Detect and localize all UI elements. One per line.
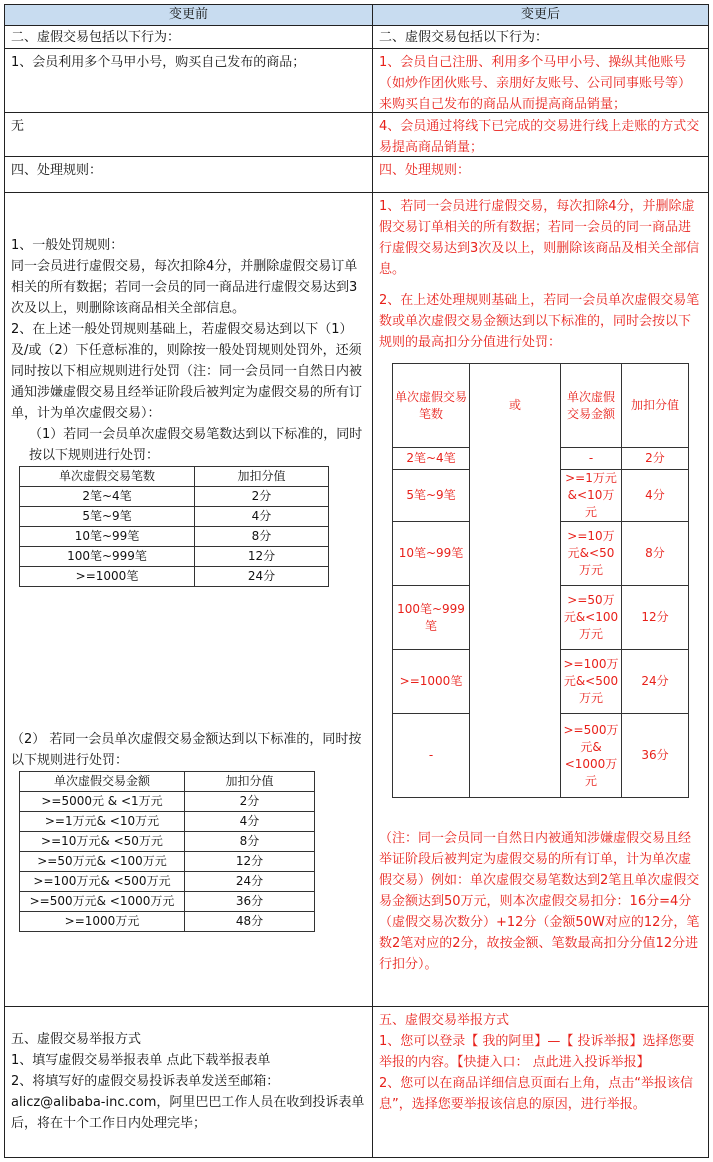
table-cell: 2分 — [185, 792, 315, 812]
row5-before — [4, 156, 373, 193]
table-cell: >=100万元& <500万元 — [20, 872, 185, 892]
table-header: 单次虚假交易笔数 — [393, 364, 470, 448]
rules-after — [372, 192, 709, 1007]
table-cell: - — [393, 714, 470, 798]
table-header: 单次虚假交易金额 — [20, 772, 185, 792]
row4-before — [4, 112, 373, 157]
row3-before-text: 1、会员利用多个马甲小号，购买自己发布的商品； — [11, 55, 306, 70]
left-report-title: 五、虚假交易举报方式 — [11, 1032, 142, 1047]
table-cell: >=1000万元 — [20, 912, 185, 932]
table-cell: 10笔~99笔 — [20, 527, 195, 547]
right-report-portal-link[interactable]: 1、您可以登录【 我的阿里】—【 投诉举报】选择您要举报的内容。【快捷入口： 点此进入投诉举报】 — [379, 1034, 695, 1070]
table-cell: 100笔~999笔 — [393, 586, 470, 650]
table-header-or: 或 — [470, 364, 561, 448]
row5-after-text: 四、处理规则： — [379, 163, 471, 178]
table-cell: 5笔~9笔 — [393, 470, 470, 522]
table-cell: 8分 — [622, 522, 689, 586]
right-rule-2-text: 2、在上述处理规则基础上，若同一会员单次虚假交易笔数或单次虚假交易金额达到以下标准的，同时会按以下规则的最高扣分分值进行处罚： — [379, 293, 700, 350]
row4-after-text: 4、会员通过将线下已完成的交易进行线上走账的方式交易提高商品销量； — [379, 119, 700, 155]
table-header: 加扣分值 — [195, 467, 329, 487]
right-report-title: 五、虚假交易举报方式 — [379, 1013, 510, 1028]
table-cell: 48分 — [185, 912, 315, 932]
table-cell: 4分 — [195, 507, 329, 527]
table-cell: 4分 — [185, 812, 315, 832]
header-after — [372, 4, 709, 26]
table-cell: 5笔~9笔 — [20, 507, 195, 527]
table-cell: >=50万元& <100万元 — [20, 852, 185, 872]
table-cell: >=500万元& <1000万元 — [20, 892, 185, 912]
right-rule-note: （注：同一会员同一自然日内被通知涉嫌虚假交易且经举证阶段后被判定为虚假交易的所有订单，计为单次虚假交易）例如：单次虚假交易笔数达到2笔且单次虚假交易金额达到50万元，则本次虚假交易扣分：16分=4分（虚假交易次数分）+12分（金额50W对应的12分，笔数2笔对应的2分，故按金额、笔数最高扣分分值12分进行扣分）。 — [379, 831, 700, 972]
row4-before-text: 无 — [11, 119, 25, 134]
count-penalty-table — [19, 466, 329, 587]
table-cell: >=10万元& <50万元 — [20, 832, 185, 852]
table-cell: >=100万元&<500万元 — [561, 650, 622, 714]
report-after — [372, 1006, 709, 1158]
table-cell: 10笔~99笔 — [393, 522, 470, 586]
row2-before — [4, 25, 373, 49]
row3-after — [372, 48, 709, 113]
row5-before-text: 四、处理规则： — [11, 163, 103, 178]
table-cell: >=10万元&<50万元 — [561, 522, 622, 586]
row3-after-text: 1、会员自己注册、利用多个马甲小号、操纵其他账号（如炒作团伙账号、亲朋好友账号、公司同事账号等）来购买自己发布的商品从而提高商品销量； — [379, 55, 692, 112]
left-rule-amount-intro: （2） 若同一会员单次虚假交易金额达到以下标准的，同时按以下规则进行处罚： — [11, 732, 362, 768]
table-cell: 36分 — [185, 892, 315, 912]
right-report-item-page: 2、您可以在商品详细信息页面右上角，点击“举报该信息”，选择您要举报该信息的原因，进行举报。 — [379, 1076, 694, 1112]
table-cell: 2分 — [195, 487, 329, 507]
table-cell: 12分 — [622, 586, 689, 650]
table-spacer — [470, 448, 561, 798]
table-cell: >=50万元&<100万元 — [561, 586, 622, 650]
row5-after — [372, 156, 709, 193]
table-cell: >=1000笔 — [20, 567, 195, 587]
table-cell: 4分 — [622, 470, 689, 522]
table-cell: 12分 — [195, 547, 329, 567]
left-rule-2-text: 2、在上述一般处罚规则基础上，若虚假交易达到以下（1）及/或（2）下任意标准的，则除按一般处罚规则处罚外，还须同时按以下相应规则进行处罚（注：同一会员同一自然日内被通知涉嫌虚假交易且经举证阶段后被判定为虚假交易的所有订单，计为单次虚假交易）： — [11, 322, 363, 421]
table-cell: >=500万元&<1000万元 — [561, 714, 622, 798]
row2-after-text: 二、虚假交易包括以下行为： — [379, 30, 549, 45]
left-rule-1-heading: 1、一般处罚规则： — [11, 238, 124, 253]
amount-penalty-table — [19, 771, 315, 932]
table-cell: - — [561, 448, 622, 470]
left-report-email-line: 2、将填写好的虚假交易投诉表单发送至邮箱： — [11, 1074, 280, 1089]
table-cell: 36分 — [622, 714, 689, 798]
combined-penalty-table — [392, 363, 689, 798]
table-cell: 100笔~999笔 — [20, 547, 195, 567]
table-header: 加扣分值 — [185, 772, 315, 792]
row2-after — [372, 25, 709, 49]
right-rule-1-text: 1、若同一会员进行虚假交易，每次扣除4分，并删除虚假交易订单相关的所有数据；若同一会员的同一商品进行虚假交易达到3次及以上，则删除该商品及相关全部信息。 — [379, 199, 700, 277]
table-cell: 8分 — [185, 832, 315, 852]
table-cell: >=1000笔 — [393, 650, 470, 714]
table-header: 单次虚假交易金额 — [561, 364, 622, 448]
row4-after — [372, 112, 709, 157]
left-rule-count-intro: （1）若同一会员单次虚假交易笔数达到以下标准的，同时按以下规则进行处罚： — [29, 427, 363, 463]
left-report-email-address: alicz@alibaba-inc.com，阿里巴巴工作人员在收到投诉表单后，将在十个工作日内处理完毕； — [11, 1095, 365, 1131]
left-rule-1-text: 同一会员进行虚假交易，每次扣除4分，并删除虚假交易订单相关的所有数据；若同一会员的同一商品进行虚假交易达到3次及以上，则删除该商品相关全部信息。 — [11, 259, 358, 316]
header-after-label: 变更后 — [520, 7, 560, 22]
table-cell: 2笔~4笔 — [20, 487, 195, 507]
table-cell: 24分 — [195, 567, 329, 587]
table-cell: >=5000元 & <1万元 — [20, 792, 185, 812]
table-cell: 24分 — [622, 650, 689, 714]
comparison-table — [4, 4, 709, 1158]
header-before — [4, 4, 373, 26]
table-cell: >=1万元&<10万元 — [561, 470, 622, 522]
left-report-download-link[interactable]: 1、填写虚假交易举报表单 点此下载举报表单 — [11, 1053, 271, 1068]
row3-before — [4, 48, 373, 113]
table-cell: >=1万元& <10万元 — [20, 812, 185, 832]
table-cell: 8分 — [195, 527, 329, 547]
header-before-label: 变更前 — [168, 7, 208, 22]
report-before — [4, 1006, 373, 1158]
table-cell: 12分 — [185, 852, 315, 872]
rules-before — [4, 192, 373, 1007]
table-cell: 24分 — [185, 872, 315, 892]
table-cell: 2分 — [622, 448, 689, 470]
row2-before-text: 二、虚假交易包括以下行为： — [11, 30, 181, 45]
table-header: 加扣分值 — [622, 364, 689, 448]
table-cell: 2笔~4笔 — [393, 448, 470, 470]
table-header: 单次虚假交易笔数 — [20, 467, 195, 487]
